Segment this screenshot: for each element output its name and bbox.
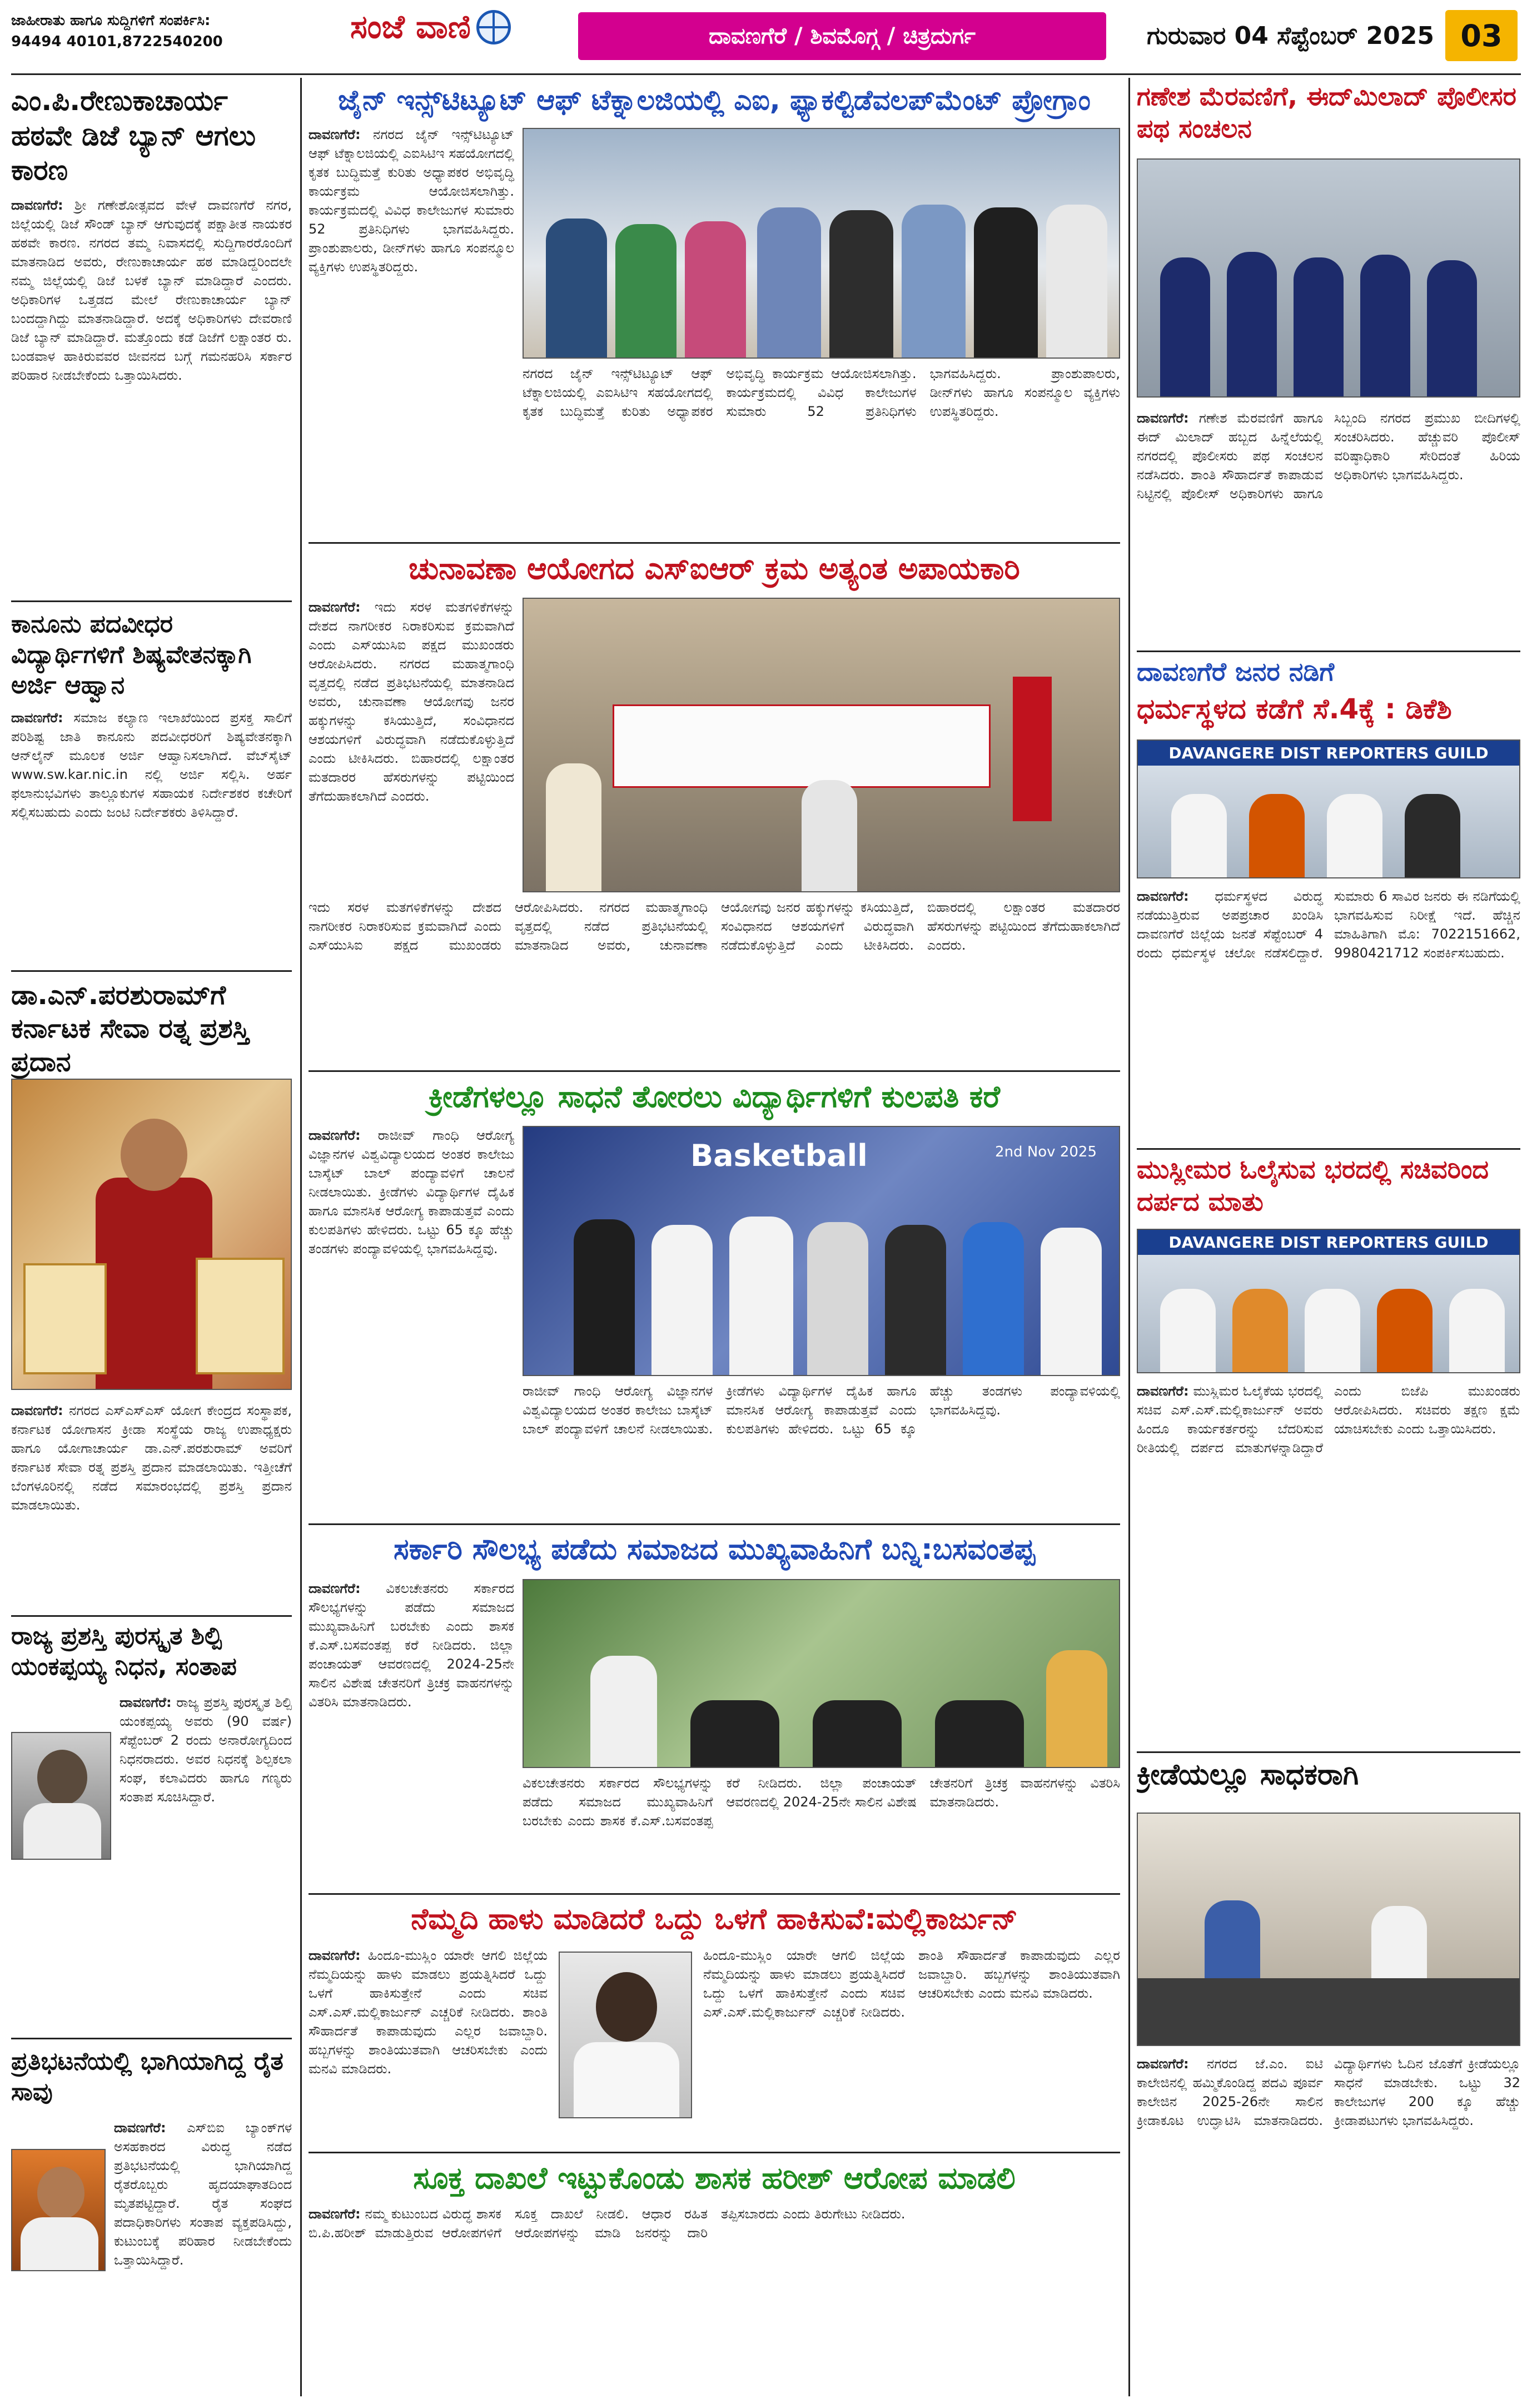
article-body-cont: ರಾಜೀವ್ ಗಾಂಧಿ ಆರೋಗ್ಯ ವಿಜ್ಞಾನಗಳ ವಿಶ್ವವಿದ್ಯಾಲಯದ ಅಂತರ ಕಾಲೇಜು ಬಾಸ್ಕೆಟ್ ಬಾಲ್ ಪಂದ್ಯಾವಳಿಗೆ ಚಾಲನೆ ನೀಡಲಾಯಿತು. ಕ್ರೀಡೆಗಳು ವಿದ್ಯಾರ್ಥಿಗಳ ದೈಹಿಕ ಹಾಗೂ ಮಾನಸಿಕ ಆರೋಗ್ಯ ಕಾಪಾಡುತ್ತವೆ ಎಂದು ಕುಲಪತಿಗಳು ಹೇಳಿದರು. ಒಟ್ಟು 65 ಕ್ಕೂ ಹೆಚ್ಚು ತಂಡಗಳು ಪಂದ್ಯಾವಳಿಯಲ್ಲಿ ಭಾಗವಹಿಸಿದ್ದವು. <box>523 1383 1120 1437</box>
press-meet-photo <box>1137 739 1520 878</box>
basketball-event-photo <box>523 1126 1120 1376</box>
photo-banner-date: 2nd Nov 2025 <box>995 1144 1097 1160</box>
minister-portrait <box>559 1952 692 2118</box>
article-headline: ಎಂ.ಪಿ.ರೇಣುಕಾಚಾರ್ಯ ಹಠವೇ ಡಿಜೆ ಬ್ಯಾನ್ ಆಗಲು ಕಾರಣ <box>11 85 256 186</box>
article-mallikarjun <box>309 1899 1120 2149</box>
article-divider <box>11 600 292 602</box>
article-headline: ಮುಸ್ಲೀಮರ ಓಲೈಸುವ ಭರದಲ್ಲಿ ಸಚಿವರಿಂದ ದರ್ಪದ ಮಾತು <box>1137 1154 1489 1217</box>
column-divider-left <box>300 78 302 2396</box>
article-body-col1: ದಾವಣಗೆರೆ: ವಿಕಲಚೇತನರು ಸರ್ಕಾರದ ಸೌಲಭ್ಯಗಳನ್ನು ಪಡೆದು ಸಮಾಜದ ಮುಖ್ಯವಾಹಿನಿಗೆ ಬರಬೇಕು ಎಂದು ಶಾಸಕ ಕೆ.ಎಸ್.ಬಸವಂತಪ್ಪ ಕರೆ ನೀಡಿದರು. ಜಿಲ್ಲಾ ಪಂಚಾಯತ್ ಆವರಣದಲ್ಲಿ 2024-25ನೇ ಸಾಲಿನ ವಿಶೇಷ ಚೇತನರಿಗೆ ತ್ರಿಚಕ್ರ ವಾಹನಗಳನ್ನು ವಿತರಿಸಿ ಮಾತನಾಡಿದರು. <box>309 1581 514 1710</box>
masthead-contact <box>11 10 322 71</box>
press-meet-photo-2 <box>1137 1229 1520 1373</box>
article-headline: ಕ್ರೀಡೆಯಲ್ಲೂ ಸಾಧಕರಾಗಿ <box>1137 1758 1359 1791</box>
article-headline-top: ದಾವಣಗೆರೆ ಜನರ ನಡಿಗೆ <box>1137 657 1335 687</box>
award-photo <box>11 1079 292 1390</box>
logo-text: ಸಂಜೆ ವಾಣಿ <box>350 8 471 46</box>
article-body-cont: ವಿಕಲಚೇತನರು ಸರ್ಕಾರದ ಸೌಲಭ್ಯಗಳನ್ನು ಪಡೆದು ಸಮಾಜದ ಮುಖ್ಯವಾಹಿನಿಗೆ ಬರಬೇಕು ಎಂದು ಶಾಸಕ ಕೆ.ಎಸ್.ಬಸವಂತಪ್ಪ ಕರೆ ನೀಡಿದರು. ಜಿಲ್ಲಾ ಪಂಚಾಯತ್ ಆವರಣದಲ್ಲಿ 2024-25ನೇ ಸಾಲಿನ ವಿಶೇಷ ಚೇತನರಿಗೆ ತ್ರಿಚಕ್ರ ವಾಹನಗಳನ್ನು ವಿತರಿಸಿ ಮಾತನಾಡಿದರು. <box>523 1775 1120 1829</box>
edition-cities: ದಾವಣಗೆರೆ / ಶಿವಮೊಗ್ಗ / ಚಿತ್ರದುರ್ಗ <box>578 12 1106 60</box>
article-body: ದಾವಣಗೆರೆ: ಎಸ್‌ಬಿಐ ಬ್ಯಾಂಕ್‌ಗಳ ಅಸಹಕಾರದ ವಿರುದ್ಧ ನಡೆದ ಪ್ರತಿಭಟನೆಯಲ್ಲಿ ಭಾಗಿಯಾಗಿದ್ದ ರೈತರೊಬ್ಬರು ಹೃದಯಾಘಾತದಿಂದ ಮೃತಪಟ್ಟಿದ್ದಾರೆ. ರೈತ ಸಂಘದ ಪದಾಧಿಕಾರಿಗಳು ಸಂತಾಪ ವ್ಯಕ್ತಪಡಿಸಿದ್ದು, ಕುಟುಂಬಕ್ಕೆ ಪರಿಹಾರ ನೀಡಬೇಕೆಂದು ಒತ್ತಾಯಿಸಿದ್ದಾರೆ. <box>114 2120 292 2268</box>
article-divider <box>11 970 292 972</box>
article-divider <box>309 1070 1120 1072</box>
contact-numbers: 94494 40101,8722540200 <box>11 33 223 50</box>
article-divider <box>1137 1751 1520 1753</box>
article-headline: ಪ್ರತಿಭಟನೆಯಲ್ಲಿ ಭಾಗಿಯಾಗಿದ್ದ ರೈತ ಸಾವು <box>11 2047 283 2106</box>
article-farmer-death <box>11 2046 292 2396</box>
article-divider <box>309 1893 1120 1895</box>
artist-portrait <box>11 1732 111 1860</box>
contact-label: ಜಾಹೀರಾತು ಹಾಗೂ ಸುದ್ದಿಗಳಿಗೆ ಸಂಪರ್ಕಿಸಿ: <box>11 12 211 29</box>
college-sports-photo <box>1137 1813 1520 2046</box>
newspaper-logo <box>350 8 573 58</box>
article-body-col1: ದಾವಣಗೆರೆ: ಹಿಂದೂ-ಮುಸ್ಲಿಂ ಯಾರೇ ಆಗಲಿ ಜಿಲ್ಲೆಯ ನೆಮ್ಮದಿಯನ್ನು ಹಾಳು ಮಾಡಲು ಪ್ರಯತ್ನಿಸಿದರೆ ಒದ್ದು ಒಳಗೆ ಹಾಕಿಸುತ್ತೇನೆ ಎಂದು ಸಚಿವ ಎಸ್.ಎಸ್.ಮಲ್ಲಿಕಾರ್ಜುನ್ ಎಚ್ಚರಿಕೆ ನೀಡಿದರು. ಶಾಂತಿ ಸೌಹಾರ್ದತೆ ಕಾಪಾಡುವುದು ಎಲ್ಲರ ಜವಾಬ್ದಾರಿ. ಹಬ್ಬಗಳನ್ನು ಶಾಂತಿಯುತವಾಗಿ ಆಚರಿಸಬೇಕು ಎಂದು ಮನವಿ ಮಾಡಿದರು. <box>309 1948 548 2077</box>
article-body: ದಾವಣಗೆರೆ: ರಾಜ್ಯ ಪ್ರಶಸ್ತಿ ಪುರಸ್ಕೃತ ಶಿಲ್ಪಿ ಯಂಕಪ್ಪಯ್ಯ ಅವರು (90 ವರ್ಷ) ಸೆಪ್ಟೆಂಬರ್ 2 ರಂದು ಅನಾರೋಗ್ಯದಿಂದ ನಿಧನರಾದರು. ಅವರ ನಿಧನಕ್ಕೆ ಶಿಲ್ಪಕಲಾ ಸಂಘ, ಕಲಾವಿದರು ಹಾಗೂ ಗಣ್ಯರು ಸಂತಾಪ ಸೂಚಿಸಿದ್ದಾರೆ. <box>120 1695 292 1805</box>
article-dj-ban <box>11 83 292 595</box>
article-scholarship <box>11 609 292 965</box>
protest-banner <box>613 704 991 788</box>
article-divider <box>1137 651 1520 652</box>
article-govt-benefits <box>309 1529 1120 1890</box>
farmer-portrait <box>11 2149 106 2271</box>
article-dk-shivakumar <box>1137 656 1520 1145</box>
page-number: 03 <box>1445 10 1518 61</box>
article-body: ದಾವಣಗೆರೆ: ನಗರದ ಎಸ್‌ಎಸ್‌ಎಸ್ ಯೋಗ ಕೇಂದ್ರದ ಸಂಸ್ಥಾಪಕ, ಕರ್ನಾಟಕ ಯೋಗಾಸನ ಕ್ರೀಡಾ ಸಂಸ್ಥೆಯ ರಾಜ್ಯ ಉಪಾಧ್ಯಕ್ಷರು ಹಾಗೂ ಯೋಗಾಚಾರ್ಯ ಡಾ.ಎನ್.ಪರಶುರಾಮ್ ಅವರಿಗೆ ಕರ್ನಾಟಕ ಸೇವಾ ರತ್ನ ಪ್ರಶಸ್ತಿ ಪ್ರದಾನ ಮಾಡಲಾಯಿತು. ಇತ್ತೀಚೆಗೆ ಬೆಂಗಳೂರಿನಲ್ಲಿ ನಡೆದ ಸಮಾರಂಭದಲ್ಲಿ ಪ್ರಶಸ್ತಿ ಪ್ರದಾನ ಮಾಡಲಾಯಿತು. <box>11 1403 292 1513</box>
article-divider <box>309 2152 1120 2153</box>
article-divider <box>1137 1148 1520 1150</box>
article-body-cont: ಹಿಂದೂ-ಮುಸ್ಲಿಂ ಯಾರೇ ಆಗಲಿ ಜಿಲ್ಲೆಯ ನೆಮ್ಮದಿಯನ್ನು ಹಾಳು ಮಾಡಲು ಪ್ರಯತ್ನಿಸಿದರೆ ಒದ್ದು ಒಳಗೆ ಹಾಕಿಸುತ್ತೇನೆ ಎಂದು ಸಚಿವ ಎಸ್.ಎಸ್.ಮಲ್ಲಿಕಾರ್ಜುನ್ ಎಚ್ಚರಿಕೆ ನೀಡಿದರು. ಶಾಂತಿ ಸೌಹಾರ್ದತೆ ಕಾಪಾಡುವುದು ಎಲ್ಲರ ಜವಾಬ್ದಾರಿ. ಹಬ್ಬಗಳನ್ನು ಶಾಂತಿಯುತವಾಗಿ ಆಚರಿಸಬೇಕು ಎಂದು ಮನವಿ ಮಾಡಿದರು. <box>703 1948 1120 2020</box>
article-headline: ಡಾ.ಎನ್.ಪರಶುರಾಮ್‌ಗೆ ಕರ್ನಾಟಕ ಸೇವಾ ರತ್ನ ಪ್ರಶಸ್ತಿ ಪ್ರದಾನ <box>11 980 250 1078</box>
article-body: ದಾವಣಗೆರೆ: ಶ್ರೀ ಗಣೇಶೋತ್ಸವದ ವೇಳೆ ದಾವಣಗೆರೆ ನಗರ, ಜಿಲ್ಲೆಯಲ್ಲಿ ಡಿಜೆ ಸೌಂಡ್ ಬ್ಯಾನ್ ಆಗುವುದಕ್ಕೆ ಪಕ್ಷಾತೀತ ನಾಯಕರ ಹಠವೇ ಕಾರಣ. ನಗರದ ತಮ್ಮ ನಿವಾಸದಲ್ಲಿ ಸುದ್ದಿಗಾರರೊಂದಿಗೆ ಮಾತನಾಡಿದ ಅವರು, ರೇಣುಕಾಚಾರ್ಯ ಹಠ ಮಾಡಿದ್ದರಿಂದಲೇ ನಮ್ಮ ಜಿಲ್ಲೆಯಲ್ಲಿ ಡಿಜೆ ಬಳಕೆ ಬ್ಯಾನ್ ಮಾಡಿದ್ದಾರೆ ಎಂದರು. ಅಧಿಕಾರಿಗಳ ಒತ್ತಡದ ಮೇಲೆ ರೇಣುಕಾಚಾರ್ಯ ಬ್ಯಾನ್ ಬಂದದ್ದಾಗಿದ್ದು ಮಾತನಾಡಿದ್ದಾರೆ. ಅದಕ್ಕೆ ಅಧಿಕಾರಿಗಳು ದೇವರಾಣಿ ಡಿಜೆ ಬ್ಯಾನ್ ಮಾಡಿದ್ದಾರೆ. ಮತ್ತೊಂದು ಕಡೆ ಡಿಜೆಗೆ ಲಕ್ಷಾಂತರ ರು. ಬಂಡವಾಳ ಹಾಕಿರುವವರ ಜೀವನದ ಬಗ್ಗೆ ಗಮನಹರಿಸಿ ಸರ್ಕಾರ ಪರಿಹಾರ ನೀಡಬೇಕೆಂದು ಒತ್ತಾಯಿಸಿದರು. <box>11 197 292 383</box>
article-body: ದಾವಣಗೆರೆ: ಗಣೇಶ ಮೆರವಣಿಗೆ ಹಾಗೂ ಈದ್ ಮಿಲಾದ್ ಹಬ್ಬದ ಹಿನ್ನೆಲೆಯಲ್ಲಿ ನಗರದಲ್ಲಿ ಪೊಲೀಸರು ಪಥ ಸಂಚಲನ ನಡೆಸಿದರು. ಶಾಂತಿ ಸೌಹಾರ್ದತೆ ಕಾಪಾಡುವ ನಿಟ್ಟಿನಲ್ಲಿ ಪೊಲೀಸ್ ಅಧಿಕಾರಿಗಳು ಹಾಗೂ ಸಿಬ್ಬಂದಿ ನಗರದ ಪ್ರಮುಖ ಬೀದಿಗಳಲ್ಲಿ ಸಂಚರಿಸಿದರು. ಹೆಚ್ಚುವರಿ ಪೊಲೀಸ್ ವರಿಷ್ಠಾಧಿಕಾರಿ ಸೇರಿದಂತೆ ಹಿರಿಯ ಅಧಿಕಾರಿಗಳು ಭಾಗವಹಿಸಿದ್ದರು. <box>1137 410 1520 502</box>
article-body: ದಾವಣಗೆರೆ: ನಮ್ಮ ಕುಟುಂಬದ ವಿರುದ್ಧ ಶಾಸಕ ಬಿ.ಪಿ.ಹರೀಶ್ ಮಾಡುತ್ತಿರುವ ಆರೋಪಗಳಿಗೆ ಸೂಕ್ತ ದಾಖಲೆ ನೀಡಲಿ. ಆಧಾರ ರಹಿತ ಆರೋಪಗಳನ್ನು ಮಾಡಿ ಜನರನ್ನು ದಾರಿ ತಪ್ಪಿಸಬಾರದು ಎಂದು ತಿರುಗೇಟು ನೀಡಿದರು. <box>309 2206 906 2241</box>
masthead-divider <box>11 73 1521 75</box>
article-body: ದಾವಣಗೆರೆ: ನಗರದ ಜೆ.ಎಂ. ಐಟಿ ಕಾಲೇಜಿನಲ್ಲಿ ಹಮ್ಮಿಕೊಂಡಿದ್ದ ಪದವಿ ಪೂರ್ವ ಕಾಲೇಜಿನ 2025-26ನೇ ಸಾಲಿನ ಕ್ರೀಡಾಕೂಟ ಉದ್ಘಾಟಿಸಿ ಮಾತನಾಡಿದರು. ವಿದ್ಯಾರ್ಥಿಗಳು ಓದಿನ ಜೊತೆಗೆ ಕ್ರೀಡೆಯಲ್ಲೂ ಸಾಧನೆ ಮಾಡಬೇಕು. ಒಟ್ಟು 32 ಕಾಲೇಜುಗಳ 200 ಕ್ಕೂ ಹೆಚ್ಚು ಕ್ರೀಡಾಪಟುಗಳು ಭಾಗವಹಿಸಿದ್ದರು. <box>1137 2056 1520 2128</box>
article-jain-fdp <box>309 81 1120 539</box>
article-artist-death <box>11 1621 292 2032</box>
article-award <box>11 979 292 1612</box>
certificate-frame-left <box>23 1263 107 1374</box>
article-muslim-appeasement <box>1137 1154 1520 1749</box>
article-headline: ಚುನಾವಣಾ ಆಯೋಗದ ಎಸ್‌ಐಆರ್ ಕ್ರಮ ಅತ್ಯಂತ ಅಪಾಯಕಾರಿ <box>409 550 1020 586</box>
photo-banner: DAVANGERE DIST REPORTERS GUILD <box>1138 741 1519 766</box>
article-headline-main: ಧರ್ಮಸ್ಥಳದ ಕಡೆಗೆ ಸೆ.4ಕ್ಕೆ : ಡಿಕೆಶಿ <box>1137 692 1452 725</box>
issue-date: ಗುರುವಾರ 04 ಸೆಪ್ಟೆಂಬರ್ 2025 <box>1147 21 1434 50</box>
article-headline: ಸೂಕ್ತ ದಾಖಲೆ ಇಟ್ಟುಕೊಂಡು ಶಾಸಕ ಹರೀಶ್ ಆರೋಪ ಮಾಡಲಿ <box>413 2160 1016 2196</box>
article-body-cont: ಇದು ಸರಳ ಮತಗಳಿಕೆಗಳನ್ನು ದೇಶದ ನಾಗರೀಕರ ನಿರಾಕರಿಸುವ ಕ್ರಮವಾಗಿದೆ ಎಂದು ಎಸ್‌ಯುಸಿಐ ಪಕ್ಷದ ಮುಖಂಡರು ಆರೋಪಿಸಿದರು. ನಗರದ ಮಹಾತ್ಮಗಾಂಧಿ ವೃತ್ತದಲ್ಲಿ ನಡೆದ ಪ್ರತಿಭಟನೆಯಲ್ಲಿ ಮಾತನಾಡಿದ ಅವರು, ಚುನಾವಣಾ ಆಯೋಗವು ಜನರ ಹಕ್ಕುಗಳನ್ನು ಕಸಿಯುತ್ತಿದೆ, ಸಂವಿಧಾನದ ಆಶಯಗಳಿಗೆ ವಿರುದ್ಧವಾಗಿ ನಡೆದುಕೊಳ್ಳುತ್ತಿದೆ ಎಂದು ಟೀಕಿಸಿದರು. ಬಿಹಾರದಲ್ಲಿ ಲಕ್ಷಾಂತರ ಮತದಾರರ ಹೆಸರುಗಳನ್ನು ಪಟ್ಟಿಯಿಂದ ತೆಗೆದುಹಾಕಲಾಗಿದೆ ಎಂದರು. <box>309 900 1120 953</box>
article-ganesha <box>1137 81 1520 648</box>
article-divider <box>11 1615 292 1617</box>
article-divider <box>309 542 1120 544</box>
article-sir <box>309 548 1120 1068</box>
article-sports-vc <box>309 1076 1120 1521</box>
article-headline: ಜೈನ್ ಇನ್ಸ್‌ಟಿಟ್ಯೂಟ್ ಆಫ್ ಟೆಕ್ನಾಲಜಿಯಲ್ಲಿ ಎಐ, ಫ್ಯಾಕಲ್ಟಿಡೆವಲಪ್‌ಮೆಂಟ್ ಪ್ರೋಗ್ರಾಂ <box>338 83 1091 116</box>
tricycle-distribution-photo <box>523 1579 1120 1768</box>
article-body: ದಾವಣಗೆರೆ: ಧರ್ಮಸ್ಥಳದ ವಿರುದ್ಧ ನಡೆಯುತ್ತಿರುವ ಅಪಪ್ರಚಾರ ಖಂಡಿಸಿ ದಾವಣಗೆರೆ ಜಿಲ್ಲೆಯ ಜನತೆ ಸೆಪ್ಟೆಂಬರ್ 4 ರಂದು ಧರ್ಮಸ್ಥಳ ಚಲೋ ನಡೆಸಲಿದ್ದಾರೆ. ಸುಮಾರು 6 ಸಾವಿರ ಜನರು ಈ ನಡಿಗೆಯಲ್ಲಿ ಭಾಗವಹಿಸುವ ನಿರೀಕ್ಷೆ ಇದೆ. ಹೆಚ್ಚಿನ ಮಾಹಿತಿಗಾಗಿ ಮೊ: 7022151662, 9980421712 ಸಂಪರ್ಕಿಸಬಹುದು. <box>1137 888 1520 961</box>
article-body-col1: ದಾವಣಗೆರೆ: ನಗರದ ಜೈನ್ ಇನ್ಸ್‌ಟಿಟ್ಯೂಟ್ ಆಫ್ ಟೆಕ್ನಾಲಜಿಯಲ್ಲಿ ಎಐಸಿಟಿಇ ಸಹಯೋಗದಲ್ಲಿ ಕೃತಕ ಬುದ್ಧಿಮತ್ತೆ ಕುರಿತು ಅಧ್ಯಾಪಕರ ಅಭಿವೃದ್ಧಿ ಕಾರ್ಯಕ್ರಮ ಆಯೋಜಿಸಲಾಗಿತ್ತು. ಕಾರ್ಯಕ್ರಮದಲ್ಲಿ ವಿವಿಧ ಕಾಲೇಜುಗಳ ಸುಮಾರು 52 ಪ್ರತಿನಿಧಿಗಳು ಭಾಗವಹಿಸಿದ್ದರು. ಪ್ರಾಂಶುಪಾಲರು, ಡೀನ್‌ಗಳು ಹಾಗೂ ಸಂಪನ್ಮೂಲ ವ್ಯಕ್ತಿಗಳು ಉಪಸ್ಥಿತರಿದ್ದರು. <box>309 127 514 275</box>
article-headline: ನೆಮ್ಮದಿ ಹಾಳು ಮಾಡಿದರೆ ಒದ್ದು ಒಳಗೆ ಹಾಕಿಸುವೆ:ಮಲ್ಲಿಕಾರ್ಜುನ್ <box>411 1903 1018 1936</box>
police-march-photo <box>1137 158 1520 398</box>
protest-flag <box>1013 677 1052 821</box>
article-headline: ಸರ್ಕಾರಿ ಸೌಲಭ್ಯ ಪಡೆದು ಸಮಾಜದ ಮುಖ್ಯವಾಹಿನಿಗೆ ಬನ್ನಿ:ಬಸವಂತಪ್ಪ <box>394 1533 1035 1566</box>
photo-banner: DAVANGERE DIST REPORTERS GUILD <box>1138 1230 1519 1255</box>
article-headline: ರಾಜ್ಯ ಪ್ರಶಸ್ತಿ ಪುರಸ್ಕೃತ ಶಿಲ್ಪಿ ಯಂಕಪ್ಪಯ್ಯ ನಿಧನ, ಸಂತಾಪ <box>11 1622 237 1681</box>
article-body: ದಾವಣಗೆರೆ: ಸಮಾಜ ಕಲ್ಯಾಣ ಇಲಾಖೆಯಿಂದ ಪ್ರಸಕ್ತ ಸಾಲಿಗೆ ಪರಿಶಿಷ್ಟ ಜಾತಿ ಕಾನೂನು ಪದವೀಧರರಿಗೆ ಶಿಷ್ಯವೇತನಕ್ಕಾಗಿ ಆನ್‌ಲೈನ್ ಮೂಲಕ ಅರ್ಜಿ ಆಹ್ವಾನಿಸಲಾಗಿದೆ. ವೆಬ್‌ಸೈಟ್ www.sw.kar.nic.in ನಲ್ಲಿ ಅರ್ಜಿ ಸಲ್ಲಿಸಿ. ಅರ್ಹ ಫಲಾನುಭವಿಗಳು ತಾಲ್ಲೂಕುಗಳ ಸಹಾಯಕ ನಿರ್ದೇಶಕರ ಕಚೇರಿಗೆ ಸಲ್ಲಿಸಬಹುದು ಎಂದು ಜಂಟಿ ನಿರ್ದೇಶಕರು ತಿಳಿಸಿದ್ದಾರೆ. <box>11 710 292 820</box>
sir-protest-photo <box>523 598 1120 892</box>
article-body-cont: ನಗರದ ಜೈನ್ ಇನ್ಸ್‌ಟಿಟ್ಯೂಟ್ ಆಫ್ ಟೆಕ್ನಾಲಜಿಯಲ್ಲಿ ಎಐಸಿಟಿಇ ಸಹಯೋಗದಲ್ಲಿ ಕೃತಕ ಬುದ್ಧಿಮತ್ತೆ ಕುರಿತು ಅಧ್ಯಾಪಕರ ಅಭಿವೃದ್ಧಿ ಕಾರ್ಯಕ್ರಮ ಆಯೋಜಿಸಲಾಗಿತ್ತು. ಕಾರ್ಯಕ್ರಮದಲ್ಲಿ ವಿವಿಧ ಕಾಲೇಜುಗಳ ಸುಮಾರು 52 ಪ್ರತಿನಿಧಿಗಳು ಭಾಗವಹಿಸಿದ್ದರು. ಪ್ರಾಂಶುಪಾಲರು, ಡೀನ್‌ಗಳು ಹಾಗೂ ಸಂಪನ್ಮೂಲ ವ್ಯಕ್ತಿಗಳು ಉಪಸ್ಥಿತರಿದ್ದರು. <box>523 366 1120 419</box>
article-body: ದಾವಣಗೆರೆ: ಮುಸ್ಲಿಮರ ಓಲೈಕೆಯ ಭರದಲ್ಲಿ ಸಚಿವ ಎಸ್.ಎಸ್.ಮಲ್ಲಿಕಾರ್ಜುನ್ ಅವರು ಹಿಂದೂ ಕಾರ್ಯಕರ್ತರನ್ನು ಬೆದರಿಸುವ ರೀತಿಯಲ್ಲಿ ದರ್ಪದ ಮಾತುಗಳನ್ನಾಡಿದ್ದಾರೆ ಎಂದು ಬಿಜೆಪಿ ಮುಖಂಡರು ಆರೋಪಿಸಿದರು. ಸಚಿವರು ತಕ್ಷಣ ಕ್ಷಮೆ ಯಾಚಿಸಬೇಕು ಎಂದು ಒತ್ತಾಯಿಸಿದರು. <box>1137 1383 1520 1456</box>
article-headline: ಕ್ರೀಡೆಗಳಲ್ಲೂ ಸಾಧನೆ ತೋರಲು ವಿದ್ಯಾರ್ಥಿಗಳಿಗೆ ಕುಲಪತಿ ಕರೆ <box>428 1079 1001 1114</box>
audience <box>1138 1978 1519 2045</box>
article-divider <box>11 2038 292 2039</box>
jain-fdp-group-photo <box>523 128 1120 359</box>
article-body-col1: ದಾವಣಗೆರೆ: ರಾಜೀವ್ ಗಾಂಧಿ ಆರೋಗ್ಯ ವಿಜ್ಞಾನಗಳ ವಿಶ್ವವಿದ್ಯಾಲಯದ ಅಂತರ ಕಾಲೇಜು ಬಾಸ್ಕೆಟ್ ಬಾಲ್ ಪಂದ್ಯಾವಳಿಗೆ ಚಾಲನೆ ನೀಡಲಾಯಿತು. ಕ್ರೀಡೆಗಳು ವಿದ್ಯಾರ್ಥಿಗಳ ದೈಹಿಕ ಹಾಗೂ ಮಾನಸಿಕ ಆರೋಗ್ಯ ಕಾಪಾಡುತ್ತವೆ ಎಂದು ಕುಲಪತಿಗಳು ಹೇಳಿದರು. ಒಟ್ಟು 65 ಕ್ಕೂ ಹೆಚ್ಚು ತಂಡಗಳು ಪಂದ್ಯಾವಳಿಯಲ್ಲಿ ಭಾಗವಹಿಸಿದ್ದವು. <box>309 1128 514 1257</box>
photo-banner-text: Basketball <box>690 1138 868 1173</box>
globe-icon <box>476 10 511 44</box>
certificate-frame-right <box>196 1258 285 1374</box>
article-body-col1: ದಾವಣಗೆರೆ: ಇದು ಸರಳ ಮತಗಳಿಕೆಗಳನ್ನು ದೇಶದ ನಾಗರೀಕರ ನಿರಾಕರಿಸುವ ಕ್ರಮವಾಗಿದೆ ಎಂದು ಎಸ್‌ಯುಸಿಐ ಪಕ್ಷದ ಮುಖಂಡರು ಆರೋಪಿಸಿದರು. ನಗರದ ಮಹಾತ್ಮಗಾಂಧಿ ವೃತ್ತದಲ್ಲಿ ನಡೆದ ಪ್ರತಿಭಟನೆಯಲ್ಲಿ ಮಾತನಾಡಿದ ಅವರು, ಚುನಾವಣಾ ಆಯೋಗವು ಜನರ ಹಕ್ಕುಗಳನ್ನು ಕಸಿಯುತ್ತಿದೆ, ಸಂವಿಧಾನದ ಆಶಯಗಳಿಗೆ ವಿರುದ್ಧವಾಗಿ ನಡೆದುಕೊಳ್ಳುತ್ತಿದೆ ಎಂದು ಟೀಕಿಸಿದರು. ಬಿಹಾರದಲ್ಲಿ ಲಕ್ಷಾಂತರ ಮತದಾರರ ಹೆಸರುಗಳನ್ನು ಪಟ್ಟಿಯಿಂದ ತೆಗೆದುಹಾಕಲಾಗಿದೆ ಎಂದರು. <box>309 599 514 804</box>
column-divider-right <box>1128 78 1130 2396</box>
article-harish <box>309 2157 1120 2396</box>
article-sports-achievers <box>1137 1757 1520 2396</box>
article-headline: ಗಣೇಶ ಮೆರವಣಿಗೆ, ಈದ್‌ಮಿಲಾದ್ ಪೊಲೀಸರ ಪಥ ಸಂಚಲನ <box>1137 81 1516 143</box>
article-divider <box>309 1523 1120 1525</box>
article-headline: ಕಾನೂನು ಪದವೀಧರ ವಿದ್ಯಾರ್ಥಿಗಳಿಗೆ ಶಿಷ್ಯವೇತನಕ್ಕಾಗಿ ಅರ್ಜಿ ಆಹ್ವಾನ <box>11 610 252 699</box>
